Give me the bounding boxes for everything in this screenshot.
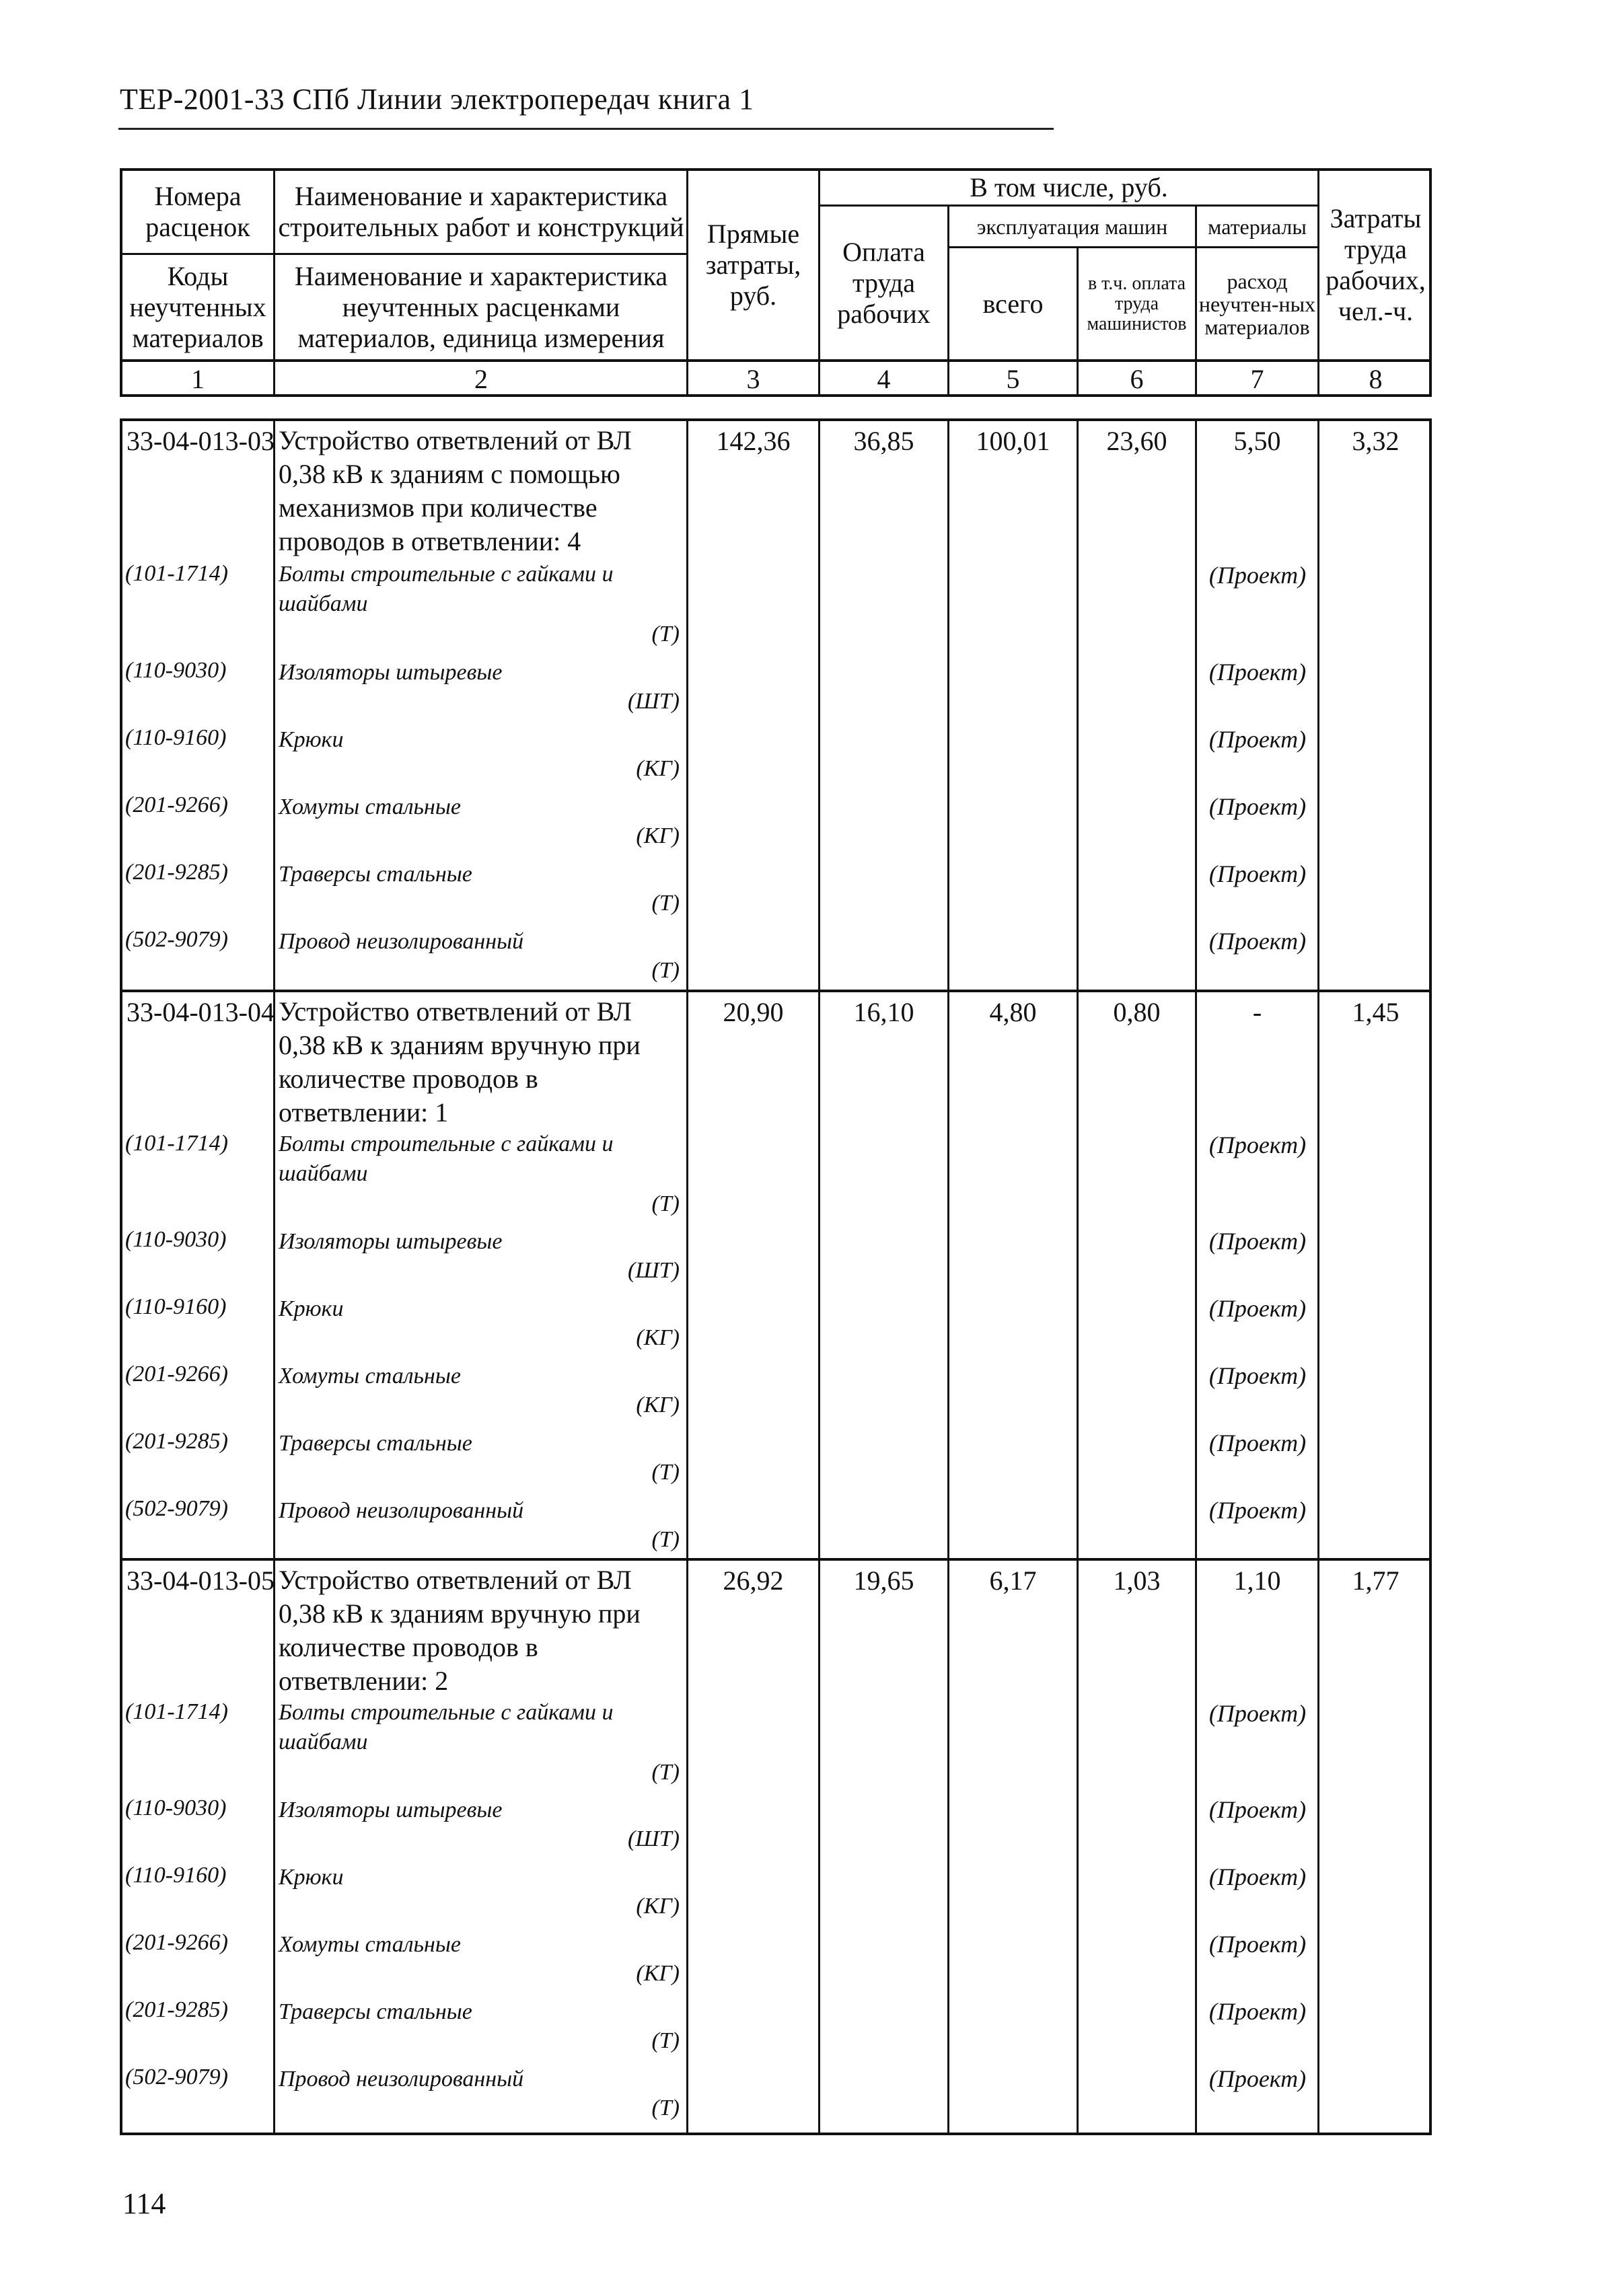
work-title: Устройство ответвлений от ВЛ 0,38 кВ к зданиям с помощью механизмов при количестве проводов в ответвлении: 4 [279, 425, 632, 556]
material-name: Крюки [279, 1865, 344, 1890]
col-header-machines-total: всего [982, 288, 1044, 319]
material-name: Болты строительные с гайками и шайбами [279, 562, 614, 616]
material-unit: (КГ) [636, 1961, 680, 1986]
col-number-6: 6 [1130, 364, 1144, 394]
material-code: (110-9030) [125, 1795, 227, 1820]
material-project: (Проект) [1208, 1998, 1307, 2025]
material-name: Крюки [279, 1296, 344, 1321]
materials-cost: 1,10 [1233, 1565, 1281, 1596]
labor-pay: 16,10 [853, 997, 914, 1027]
direct-costs: 20,90 [723, 997, 784, 1027]
material-unit: (Т) [651, 958, 680, 983]
direct-costs: 26,92 [723, 1565, 784, 1596]
material-unit: (КГ) [636, 756, 680, 781]
material-name: Траверсы стальные [279, 1999, 472, 2024]
material-code: (201-9285) [125, 1429, 228, 1454]
table-header [120, 168, 1432, 397]
col-header-work-name: Наименование и характеристика строительных работ и конструкций [278, 181, 684, 242]
material-code: (502-9079) [125, 2065, 228, 2089]
machines-total: 6,17 [989, 1565, 1037, 1596]
col-number-8: 8 [1369, 364, 1383, 394]
running-header: ТЕР-2001-33 СПб Линии электропередач книга 1 [120, 83, 754, 116]
material-name: Болты строительные с гайками и шайбами [279, 1700, 614, 1754]
material-code: (110-9160) [125, 725, 227, 750]
material-unit: (ШТ) [627, 1258, 680, 1283]
material-code: (110-9160) [125, 1294, 227, 1319]
material-name: Крюки [279, 727, 344, 752]
direct-costs: 142,36 [716, 426, 791, 456]
header-rule [118, 128, 1054, 130]
material-project: (Проект) [1208, 1228, 1307, 1255]
work-title: Устройство ответвлений от ВЛ 0,38 кВ к зданиям вручную при количестве проводов в ответвлении: 2 [279, 1565, 641, 1696]
material-unit: (КГ) [636, 1325, 680, 1350]
page-number: 114 [122, 2187, 166, 2220]
material-unit: (ШТ) [627, 1826, 680, 1851]
material-code: (201-9266) [125, 1362, 228, 1386]
material-project: (Проект) [1208, 793, 1307, 820]
materials-cost: - [1252, 997, 1262, 1027]
material-unit: (Т) [651, 2096, 680, 2120]
material-project: (Проект) [1208, 928, 1307, 955]
rates-table [120, 418, 1432, 2135]
col-header-labor-pay: Оплата труда рабочих [837, 236, 931, 329]
col-header-machines: эксплуатация машин [976, 214, 1168, 239]
labor-pay: 19,65 [853, 1565, 914, 1596]
col-header-unaccounted-materials: расход неучтен-ных материалов [1198, 268, 1316, 339]
col-header-material-codes: Коды неучтенных материалов [129, 260, 266, 353]
material-name: Изоляторы штыревые [279, 660, 503, 685]
machines-total: 4,80 [989, 997, 1037, 1027]
col-header-machinists-pay: в т.ч. оплата труда машинистов [1087, 272, 1187, 334]
col-number-2: 2 [474, 364, 488, 394]
labor-hours: 1,77 [1352, 1565, 1400, 1596]
rate-code: 33-04-013-03 [126, 426, 275, 456]
material-name: Изоляторы штыревые [279, 1798, 503, 1822]
material-unit: (Т) [651, 1527, 680, 1552]
material-project: (Проект) [1208, 860, 1307, 887]
material-project: (Проект) [1208, 2065, 1307, 2092]
material-project: (Проект) [1208, 1132, 1307, 1158]
material-project: (Проект) [1208, 1430, 1307, 1456]
col-header-materials: материалы [1208, 214, 1307, 239]
material-project: (Проект) [1208, 1796, 1307, 1823]
material-unit: (Т) [651, 622, 680, 646]
material-code: (201-9285) [125, 1997, 228, 2022]
col-header-codes: Номера расценок [145, 181, 250, 242]
material-name: Провод неизолированный [279, 2067, 524, 2091]
material-code: (101-1714) [125, 1131, 228, 1156]
material-unit: (Т) [651, 2028, 680, 2053]
material-name: Болты строительные с гайками и шайбами [279, 1132, 614, 1186]
material-code: (110-9030) [125, 1227, 227, 1252]
labor-hours: 3,32 [1352, 426, 1400, 456]
material-project: (Проект) [1208, 1863, 1307, 1890]
material-code: (201-9266) [125, 1930, 228, 1955]
materials-cost: 5,50 [1233, 426, 1281, 456]
material-code: (502-9079) [125, 1496, 228, 1521]
machinists-pay: 0,80 [1113, 997, 1161, 1027]
col-header-direct-costs: Прямые затраты, руб. [705, 219, 801, 311]
material-unit: (КГ) [636, 1393, 680, 1417]
material-project: (Проект) [1208, 726, 1307, 753]
material-name: Провод неизолированный [279, 1498, 524, 1523]
col-number-4: 4 [877, 364, 891, 394]
material-code: (110-9160) [125, 1863, 227, 1888]
rate-code: 33-04-013-04 [126, 997, 275, 1027]
col-header-including: В том числе, руб. [970, 172, 1168, 202]
material-project: (Проект) [1208, 1497, 1307, 1524]
material-code: (101-1714) [125, 561, 228, 586]
material-unit: (Т) [651, 1760, 680, 1785]
material-name: Хомуты стальные [279, 1364, 462, 1388]
material-unit: (КГ) [636, 823, 680, 848]
rate-code: 33-04-013-05 [126, 1565, 275, 1596]
material-project: (Проект) [1208, 1700, 1307, 1727]
col-number-1: 1 [191, 364, 205, 394]
material-code: (110-9030) [125, 658, 227, 683]
col-number-7: 7 [1250, 364, 1264, 394]
work-title: Устройство ответвлений от ВЛ 0,38 кВ к зданиям вручную при количестве проводов в ответвлении: 1 [279, 996, 641, 1127]
material-name: Траверсы стальные [279, 862, 472, 887]
labor-hours: 1,45 [1352, 997, 1400, 1027]
material-name: Траверсы стальные [279, 1431, 472, 1456]
material-code: (201-9285) [125, 860, 228, 885]
material-unit: (Т) [651, 1191, 680, 1216]
labor-pay: 36,85 [853, 426, 914, 456]
material-project: (Проект) [1208, 1931, 1307, 1958]
machinists-pay: 1,03 [1113, 1565, 1161, 1596]
col-header-labor-hours: Затраты труда рабочих, чел.-ч. [1325, 203, 1426, 326]
material-code: (101-1714) [125, 1699, 228, 1724]
material-name: Хомуты стальные [279, 1932, 462, 1957]
material-unit: (КГ) [636, 1894, 680, 1919]
col-number-3: 3 [746, 364, 760, 394]
machines-total: 100,01 [976, 426, 1050, 456]
material-unit: (Т) [651, 891, 680, 916]
col-header-material-name: Наименование и характеристика неучтенных расценками материалов, единица измерения [294, 260, 668, 353]
col-number-5: 5 [1006, 364, 1020, 394]
material-name: Провод неизолированный [279, 929, 524, 954]
material-project: (Проект) [1208, 562, 1307, 589]
material-code: (502-9079) [125, 927, 228, 952]
material-project: (Проект) [1208, 1362, 1307, 1389]
material-project: (Проект) [1208, 1295, 1307, 1322]
material-name: Хомуты стальные [279, 794, 462, 819]
material-code: (201-9266) [125, 792, 228, 817]
material-unit: (Т) [651, 1460, 680, 1485]
material-project: (Проект) [1208, 659, 1307, 686]
machinists-pay: 23,60 [1106, 426, 1167, 456]
material-name: Изоляторы штыревые [279, 1229, 503, 1254]
material-unit: (ШТ) [627, 689, 680, 714]
